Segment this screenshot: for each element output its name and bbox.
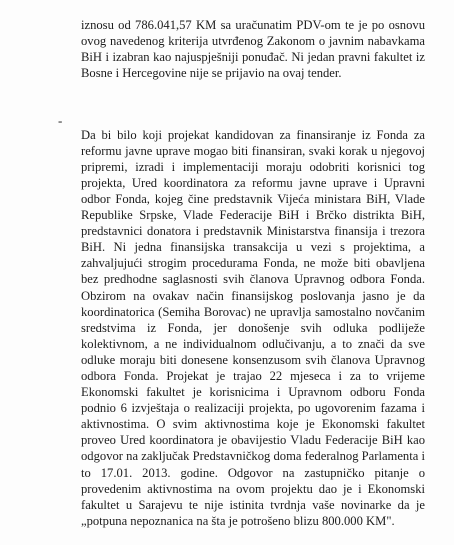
bullet-marker: - [58, 113, 63, 128]
paragraph-2: Da bi bilo koji projekat kandidovan za finansiranje iz Fonda za reformu javne uprave mogao biti finansiran, svaki korak u njegovoj pripremi, izradi i implementaciji moraju odobriti korisnici tog projekta, Ured koordinatora za reformu javne uprave i Upravni odbor Fonda, kojeg čine predstavnik Vijeća ministara BiH, Vlade Republike Srpske, Vlade Federacije BiH i Brčko distrikta BiH, predstavnici donatora i predstavnik Ministarstva finansija i trezora BiH. Ni jedna finansijska transakcija u vezi s projektima, a zahvaljujući strogim procedurama Fonda, ne može biti obavljena bez predhodne saglasnosti svih članova Upravnog odbora Fonda. Obzirom na ovakav način finansijskog poslovanja jasno je da koordinatorica (Semiha Borovac) ne upravlja samostalno novčanim sredstvima iz Fonda, jer donošenje svih odluka podliježe kolektivnom, a ne individualnom odlučivanju, a to znači da sve odluke moraju biti donesene konsenzusom svih članova Upravnog odbora Fonda. Projekat je trajao 22 mjeseca i za to vrijeme Ekonomski fakultet je korisnicima i Upravnom odboru Fonda podnio 6 izvještaja o realizaciji projekta, po ugovorenim fazama i aktivnostima. O svim aktivnostima koje je Ekonomski fakultet proveo Ured koordinatora je obavijestio Vladu Federacije BiH kao odgovor na zaključak Predstavničkog doma federalnog Parlamenta i to 17.01. 2013. godine. Odgovor na zastupničko pitanje o provedenim aktivnostima na ovom projektu dao je i Ekonomski fakultet u Sarajevu te nije istinita tvrdnja vaše novinarke da je „potpuna nepoznanica na šta je potrošeno blizu 800.000 KM". [81, 127, 425, 528]
paragraph-1: iznosu od 786.041,57 KM sa uračunatim PDV-om te je po osnovu ovog navedenog kriterija utvrđenog Zakonom o javnim nabavkama BiH i izabran kao najuspješniji ponuđač. Ni jedan pravni fakultet iz Bosne i Hercegovine nije se prijavio na ovaj tender. [81, 17, 425, 80]
